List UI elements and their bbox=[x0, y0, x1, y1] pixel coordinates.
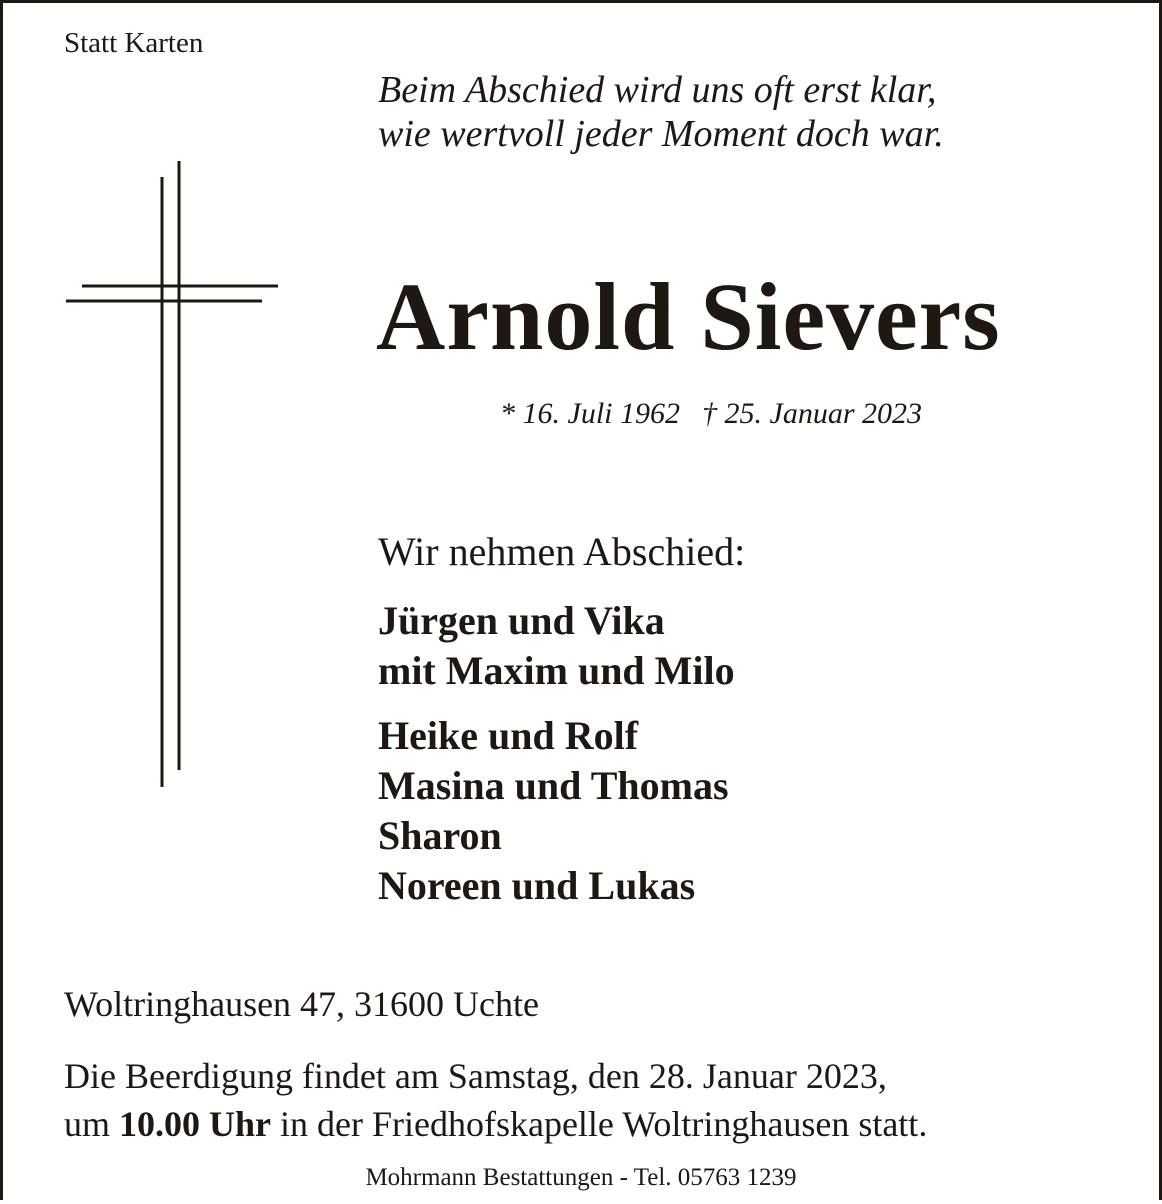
mourner-line: Masina und Thomas bbox=[378, 763, 729, 808]
birth-date: * 16. Juli 1962 bbox=[500, 397, 680, 430]
death-date: † 25. Januar 2023 bbox=[702, 397, 922, 430]
poem-line: wie wertvoll jeder Moment doch war. bbox=[378, 113, 944, 155]
life-dates bbox=[500, 396, 922, 432]
mourners-group-1 bbox=[378, 596, 735, 696]
poem bbox=[378, 68, 944, 156]
mourner-line: Noreen und Lukas bbox=[378, 863, 696, 908]
farewell-intro: Wir nehmen Abschied: bbox=[378, 529, 746, 574]
mourner-line: Heike und Rolf bbox=[378, 713, 639, 758]
funeral-line-2 bbox=[64, 1100, 927, 1148]
mourner-line: Jürgen und Vika bbox=[378, 598, 665, 643]
header-label: Statt Karten bbox=[64, 27, 204, 59]
funeral-line-1: Die Beerdigung findet am Samstag, den 28. Januar 2023, bbox=[64, 1056, 887, 1096]
funeral-line-2-suffix: in der Friedhofskapelle Woltringhausen statt. bbox=[271, 1104, 928, 1144]
undertaker-contact: Mohrmann Bestattungen - Tel. 05763 1239 bbox=[365, 1164, 797, 1191]
deceased-name: Arnold Sievers bbox=[376, 263, 1001, 370]
mourner-line: Sharon bbox=[378, 813, 502, 858]
funeral-time: 10.00 Uhr bbox=[119, 1104, 272, 1144]
funeral-line-2-prefix: um bbox=[64, 1104, 120, 1144]
poem-line: Beim Abschied wird uns oft erst klar, bbox=[378, 69, 937, 111]
funeral-info bbox=[64, 1052, 927, 1148]
family-address: Woltringhausen 47, 31600 Uchte bbox=[64, 984, 540, 1024]
cross-icon bbox=[60, 155, 290, 795]
mourner-line: mit Maxim und Milo bbox=[378, 648, 735, 693]
mourners-group-2 bbox=[378, 711, 729, 911]
